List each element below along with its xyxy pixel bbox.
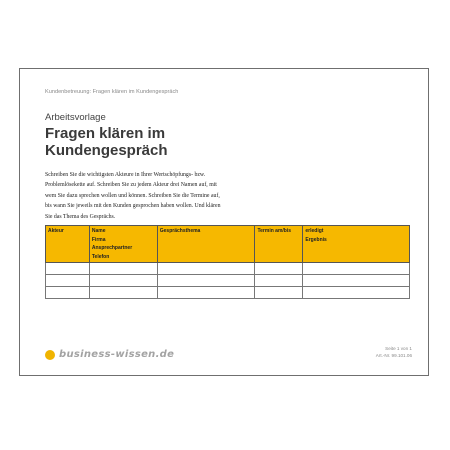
table-row [46,287,410,299]
intro-text [45,170,255,222]
header-line: Telefon [91,253,110,260]
table-cell[interactable] [157,275,255,287]
article-number: Art.-Nr. 99.101.06 [375,353,412,358]
column-header-akteur [46,226,90,263]
table-cell[interactable] [89,287,157,299]
intro-line: Sie das Thema des Gesprächs. [45,213,116,220]
table-cell[interactable] [46,287,90,299]
table-cell[interactable] [89,275,157,287]
column-header-name [89,226,157,263]
table-row [46,263,410,275]
logo-dot-icon [45,350,55,360]
intro-line: bis wann Sie jeweils mit den Kunden gesprochen haben wollen. Und klären [45,203,221,210]
table-cell[interactable] [303,287,410,299]
intro-line: Problemlösekette auf. Schreiben Sie zu jedem Akteur drei Namen auf, mit [45,182,217,189]
table-row [46,275,410,287]
column-header-erledigt [303,226,410,263]
document-page [19,68,429,376]
header-line: Termin am/bis [257,228,291,234]
contact-table [45,225,410,299]
header-line: Gesprächsthema [159,228,201,234]
footer-meta [376,345,412,359]
table-cell[interactable] [255,275,303,287]
table-cell[interactable] [157,287,255,299]
column-header-termin [255,226,303,263]
breadcrumb: Kundenbetreuung: Fragen klären im Kundengespräch [45,89,179,95]
document-subtitle: Arbeitsvorlage [45,112,106,123]
table-cell[interactable] [303,275,410,287]
header-line: Akteur [48,228,64,234]
header-line: Ansprechpartner [91,245,133,251]
header-line: Ergebnis [305,236,327,243]
brand-logo [45,349,174,360]
table-cell[interactable] [89,263,157,275]
table-cell[interactable] [255,263,303,275]
page-title: Fragen klären im Kundengespräch [45,125,168,159]
header-line: Firma [91,236,106,243]
table-cell[interactable] [303,263,410,275]
table-cell[interactable] [157,263,255,275]
table-cell[interactable] [255,287,303,299]
table-cell[interactable] [46,263,90,275]
intro-line: Schreiben Sie die wichtigsten Akteure in Ihrer Wertschöpfungs- bzw. [45,172,206,178]
brand-name: business-wissen.de [59,349,175,360]
column-header-gespraechsthema [157,226,255,263]
header-line: Name [91,228,106,234]
intro-line: wem Sie dazu sprechen wollen und können. Schreiben Sie die Termine auf, [45,192,220,199]
page-number: Seite 1 von 1 [385,346,412,351]
table-cell[interactable] [46,275,90,287]
header-line: erledigt [305,228,324,234]
table-header-row [46,226,410,263]
